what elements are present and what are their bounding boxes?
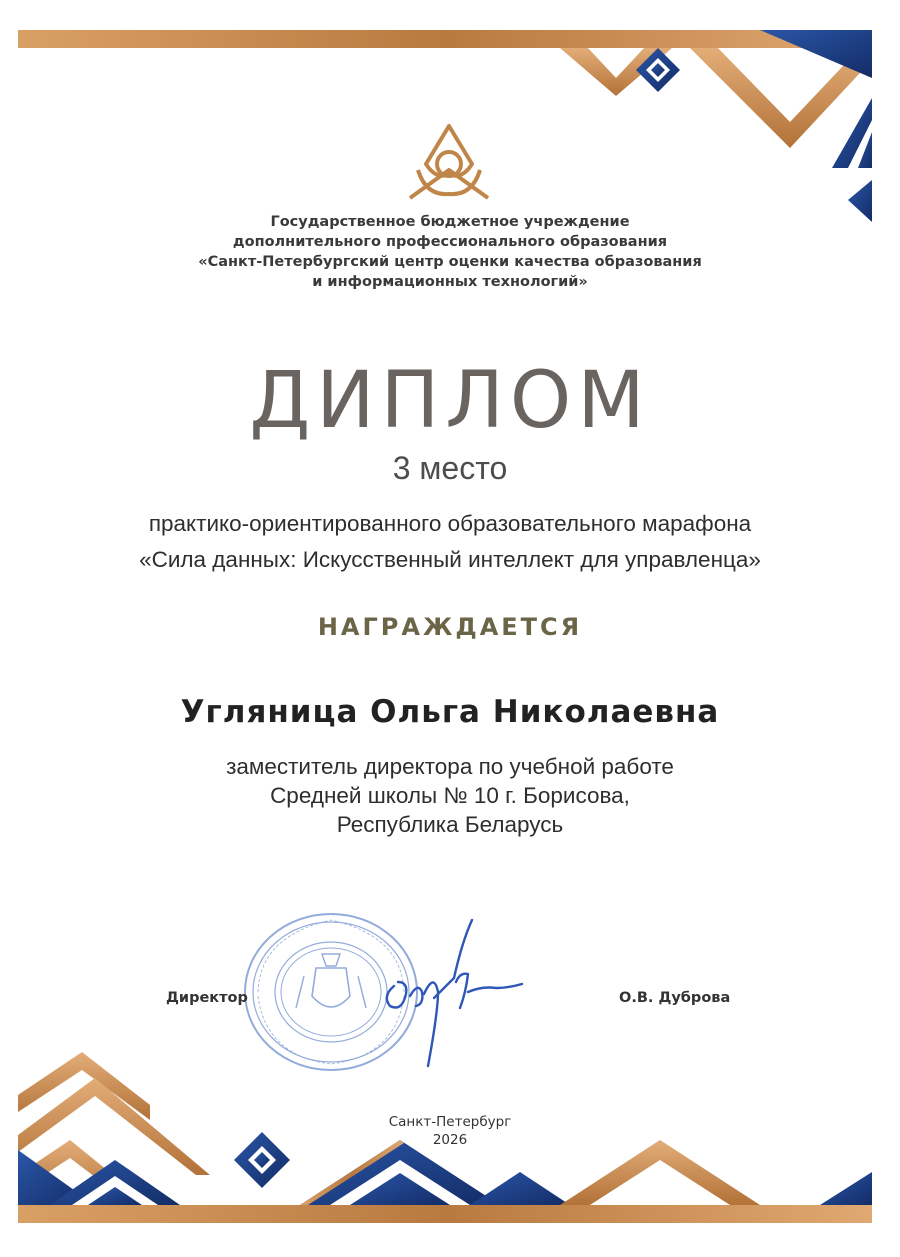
place-label: 3 место — [392, 450, 508, 486]
organization-line: Государственное бюджетное учреждение — [270, 214, 630, 230]
award-label: НАГРАЖДАЕТСЯ — [317, 613, 583, 641]
issue-city: Санкт-Петербург — [388, 1114, 512, 1130]
diploma-title: ДИПЛОМ — [249, 356, 651, 446]
event-line: «Сила данных: Искусственный интеллект для управленца» — [139, 547, 761, 572]
signer-name: О.В. Дуброва — [619, 990, 731, 1006]
event-line: практико-ориентированного образовательного марафона — [148, 511, 752, 536]
signer-role: Директор — [166, 990, 248, 1006]
recipient-name: Угляница Ольга Николаевна — [180, 694, 720, 730]
issue-place-date — [0, 1113, 900, 1149]
position-line: Республика Беларусь — [336, 812, 564, 837]
position-line: заместитель директора по учебной работе — [226, 754, 674, 779]
position-line: Средней школы № 10 г. Борисова, — [270, 783, 630, 808]
handwritten-signature — [372, 912, 532, 1072]
organization-line: и информационных технологий» — [312, 274, 588, 290]
organization-line: дополнительного профессионального образования — [232, 234, 668, 250]
event-description — [0, 506, 900, 578]
organization-line: «Санкт-Петербургский центр оценки качества образования — [198, 254, 702, 270]
recipient-position — [0, 752, 900, 839]
issue-year: 2026 — [432, 1132, 468, 1148]
organization-name — [0, 212, 900, 292]
organization-logo — [396, 120, 502, 204]
